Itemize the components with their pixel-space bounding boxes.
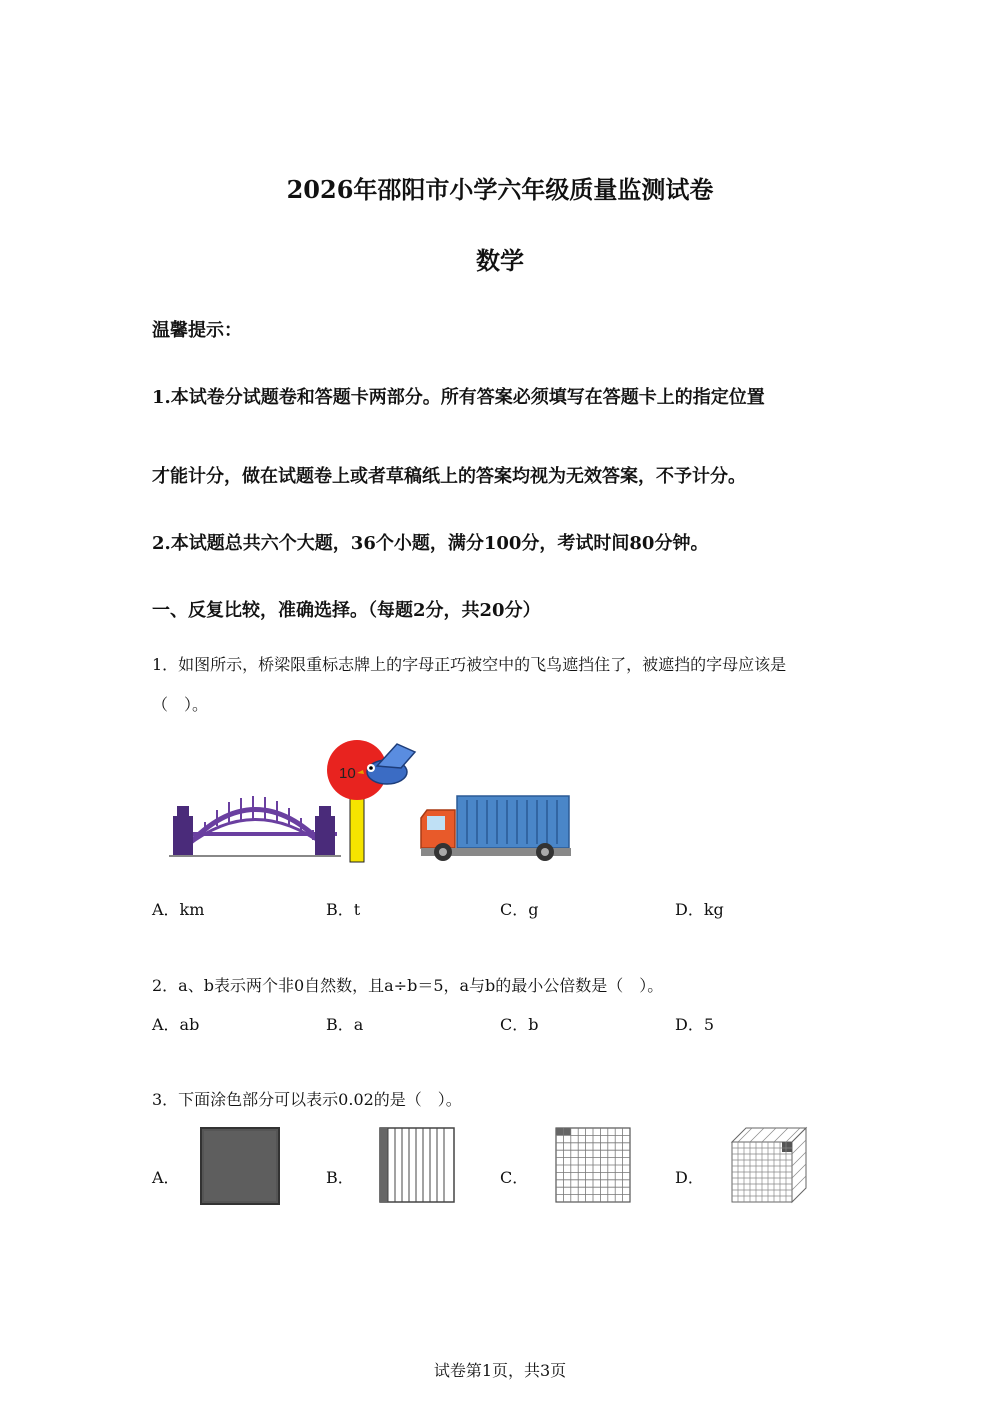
notice-line-3: 2.本试题总共六个大题，36个小题，满分100分，考试时间80分钟。 (152, 533, 709, 554)
section-heading: 一、反复比较，准确选择。（每题2分，共20分） (152, 600, 541, 621)
q3-option-a[interactable]: A． (152, 1168, 180, 1187)
q3-figure-a (196, 1125, 288, 1207)
q3-figure-b (376, 1125, 458, 1207)
bridge-image (169, 796, 341, 856)
bridge-truck-illustration (165, 738, 585, 868)
sign-number: 10 (339, 765, 356, 782)
exam-title: 2026年邵阳市小学六年级质量监测试卷 (286, 175, 714, 204)
q1-option-b[interactable]: B．t (326, 900, 361, 919)
page-footer: 试卷第1页，共3页 (433, 1361, 567, 1380)
q1-option-a[interactable]: A．km (152, 900, 205, 919)
weight-limit-sign (327, 740, 387, 862)
q2-option-d[interactable]: D．5 (675, 1015, 715, 1034)
q3-option-b[interactable]: B． (326, 1168, 354, 1187)
q1-option-c[interactable]: C．g (500, 900, 539, 919)
q2-option-b[interactable]: B．a (326, 1015, 364, 1034)
notice-line-2: 才能计分，做在试题卷上或者草稿纸上的答案均视为无效答案，不予计分。 (152, 466, 746, 487)
truck-image (421, 796, 571, 861)
subject-title: 数学 (476, 246, 524, 275)
q2-option-a[interactable]: A．ab (152, 1015, 200, 1034)
notice-line-1: 1.本试卷分试题卷和答题卡两部分。所有答案必须填写在答题卡上的指定位置 (152, 387, 765, 408)
question-3-stem: 3．下面涂色部分可以表示0.02的是（ ）。 (152, 1090, 462, 1109)
q3-figure-c (552, 1125, 634, 1207)
question-2-stem: 2．a、b表示两个非0自然数，且a÷b＝5，a与b的最小公倍数是（ ）。 (152, 976, 664, 995)
notice-heading: 温馨提示： (152, 320, 242, 341)
q2-option-c[interactable]: C．b (500, 1015, 539, 1034)
question-1-stem-cont: （ ）。 (152, 695, 209, 714)
question-1-stem: 1．如图所示，桥梁限重标志牌上的字母正巧被空中的飞鸟遮挡住了，被遮挡的字母应该是 (152, 655, 787, 674)
q3-option-c[interactable]: C． (500, 1168, 529, 1187)
q3-figure-d (726, 1122, 812, 1208)
q1-option-d[interactable]: D．kg (675, 900, 724, 919)
q3-option-d[interactable]: D． (675, 1168, 704, 1187)
